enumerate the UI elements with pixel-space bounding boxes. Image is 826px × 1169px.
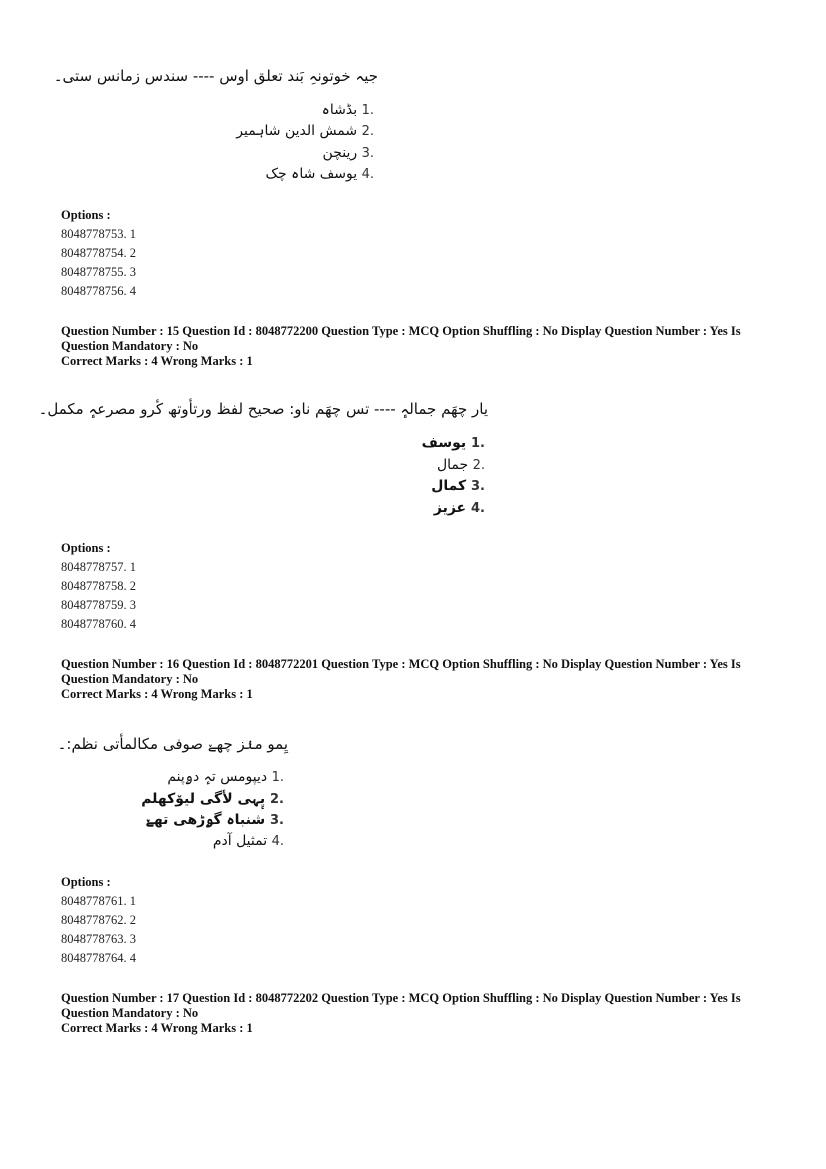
option-id: 8048778762. 2 [61, 913, 136, 927]
answer-option: .1 دیپومس تہٕ دۄپنم [167, 769, 284, 785]
answer-option: .4 تمثیل آدم [212, 833, 284, 849]
answer-option: .1 یوسف [421, 435, 485, 451]
option-id: 8048778754. 2 [61, 246, 136, 260]
answer-option: .2 جمال [436, 457, 485, 473]
option-id: 8048778757. 1 [61, 560, 136, 574]
options-label: Options : [61, 208, 111, 222]
question-info-line: Question Number : 15 Question Id : 8048772200 Question Type : MCQ Option Shuffling : No Display Question Number : Yes Is [61, 324, 741, 338]
options-label: Options : [61, 541, 111, 555]
answer-option: .4 عزیز [433, 500, 485, 516]
question-stem: یار چھَم جمالہٕ ---- تس چھَم ناو: صحیح لفظ ورتأوتھ کٔرو مصرعہٕ مکمل۔ [38, 400, 488, 418]
option-id: 8048778764. 4 [61, 951, 136, 965]
answer-option: .3 رینچن [322, 145, 374, 161]
answer-option: .2 یٕہی لأگی لیۆکھلم [141, 791, 284, 807]
answer-option-text: بڈشاہ [321, 102, 358, 118]
option-id: 8048778753. 1 [61, 227, 136, 241]
option-id: 8048778760. 4 [61, 617, 136, 631]
question-stem: یِمو منٛز چھےٚ صوفی مکالمأتی نظم:۔ [57, 735, 288, 753]
answer-option-text: دیپومس تہٕ دۄپنم [167, 769, 268, 785]
answer-option: .3 کمال [431, 478, 485, 494]
answer-option-text: جمال [436, 457, 469, 473]
answer-option-text: یٕہی لأگی لیۆکھلم [141, 791, 266, 807]
option-id: 8048778756. 4 [61, 284, 136, 298]
answer-option-text: عزیز [433, 500, 467, 516]
option-id: 8048778758. 2 [61, 579, 136, 593]
question-header [61, 324, 761, 369]
question-header [61, 657, 761, 702]
answer-option-text: شمش الدین شاہمیر [236, 123, 358, 139]
question-marks-line: Correct Marks : 4 Wrong Marks : 1 [61, 687, 253, 701]
option-id: 8048778759. 3 [61, 598, 136, 612]
answer-option-text: تمثیل آدم [212, 833, 268, 849]
options-label: Options : [61, 875, 111, 889]
question-header [61, 991, 761, 1036]
question-info-line: Question Number : 17 Question Id : 8048772202 Question Type : MCQ Option Shuffling : No Display Question Number : Yes Is [61, 991, 741, 1005]
question-mandatory-line: Question Mandatory : No [61, 339, 199, 353]
answer-option: .4 یوسف شاہ چک [265, 166, 374, 182]
answer-option-text: کمال [431, 478, 467, 494]
option-id: 8048778755. 3 [61, 265, 136, 279]
option-id: 8048778761. 1 [61, 894, 136, 908]
question-mandatory-line: Question Mandatory : No [61, 672, 199, 686]
question-mandatory-line: Question Mandatory : No [61, 1006, 199, 1020]
answer-option: .3 شنباہ گۄڑھی تھےٚ [145, 812, 284, 828]
question-marks-line: Correct Marks : 4 Wrong Marks : 1 [61, 354, 253, 368]
answer-option: .2 شمش الدین شاہمیر [236, 123, 374, 139]
option-id: 8048778763. 3 [61, 932, 136, 946]
question-marks-line: Correct Marks : 4 Wrong Marks : 1 [61, 1021, 253, 1035]
question-stem: جیہ خوتونہِ بَند تعلق اوس ---- سندس زمانس ستی۔ [53, 67, 378, 85]
answer-option-text: رینچن [322, 145, 358, 161]
answer-option: .1 بڈشاہ [321, 102, 374, 118]
answer-option-text: شنباہ گۄڑھی تھےٚ [145, 812, 266, 828]
answer-option-text: یوسف شاہ چک [265, 166, 358, 182]
answer-option-text: یوسف [421, 435, 467, 451]
question-info-line: Question Number : 16 Question Id : 8048772201 Question Type : MCQ Option Shuffling : No Display Question Number : Yes Is [61, 657, 741, 671]
